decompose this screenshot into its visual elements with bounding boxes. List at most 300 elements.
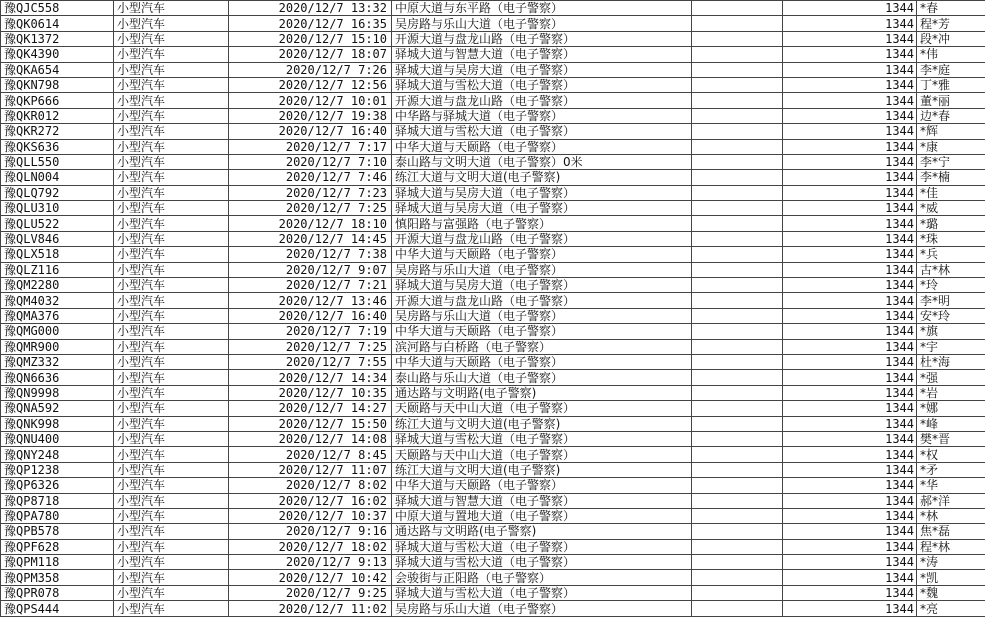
violation-time-cell: 2020/12/7 7:19 — [229, 324, 392, 339]
table-row — [1, 508, 985, 523]
violation-code-cell: 1344 — [783, 139, 917, 154]
empty-cell — [692, 201, 783, 216]
vehicle-type-cell: 小型汽车 — [114, 62, 229, 77]
plate-number-cell: 豫QKP666 — [1, 93, 114, 108]
vehicle-type-cell: 小型汽车 — [114, 370, 229, 385]
plate-number-cell: 豫QLQ792 — [1, 185, 114, 200]
plate-number-cell: 豫QK0614 — [1, 16, 114, 31]
empty-cell — [692, 247, 783, 262]
violation-code-cell: 1344 — [783, 508, 917, 523]
violation-location-cell: 中原大道与东平路（电子警察） — [392, 1, 692, 16]
vehicle-type-cell: 小型汽车 — [114, 247, 229, 262]
plate-number-cell: 豫QMR900 — [1, 339, 114, 354]
empty-cell — [692, 478, 783, 493]
plate-number-cell: 豫QKA654 — [1, 62, 114, 77]
owner-name-cell: 程*芳 — [917, 16, 985, 31]
vehicle-type-cell: 小型汽车 — [114, 462, 229, 477]
vehicle-type-cell: 小型汽车 — [114, 154, 229, 169]
violation-time-cell: 2020/12/7 7:26 — [229, 62, 392, 77]
violation-location-cell: 吴房路与乐山大道（电子警察） — [392, 16, 692, 31]
owner-name-cell: *亮 — [917, 601, 985, 617]
violation-time-cell: 2020/12/7 7:21 — [229, 278, 392, 293]
table-row — [1, 201, 985, 216]
violation-location-cell: 开源大道与盘龙山路（电子警察） — [392, 293, 692, 308]
vehicle-type-cell: 小型汽车 — [114, 47, 229, 62]
empty-cell — [692, 416, 783, 431]
empty-cell — [692, 185, 783, 200]
violation-location-cell: 驿城大道与吴房大道（电子警察） — [392, 201, 692, 216]
violation-location-cell: 驿城大道与雪松大道（电子警察） — [392, 539, 692, 554]
violation-location-cell: 中华大道与天颐路（电子警察） — [392, 324, 692, 339]
violation-location-cell: 练江大道与文明大道(电子警察) — [392, 416, 692, 431]
violation-location-cell: 中原大道与置地大道（电子警察） — [392, 508, 692, 523]
violation-time-cell: 2020/12/7 9:25 — [229, 585, 392, 600]
empty-cell — [692, 585, 783, 600]
plate-number-cell: 豫QP8718 — [1, 493, 114, 508]
plate-number-cell: 豫QMA376 — [1, 308, 114, 323]
plate-number-cell: 豫QPM358 — [1, 570, 114, 585]
table-row — [1, 354, 985, 369]
empty-cell — [692, 354, 783, 369]
empty-cell — [692, 555, 783, 570]
empty-cell — [692, 293, 783, 308]
vehicle-type-cell: 小型汽车 — [114, 431, 229, 446]
owner-name-cell: 安*玲 — [917, 308, 985, 323]
violation-time-cell: 2020/12/7 7:38 — [229, 247, 392, 262]
empty-cell — [692, 601, 783, 617]
violation-code-cell: 1344 — [783, 339, 917, 354]
violation-code-cell: 1344 — [783, 77, 917, 92]
owner-name-cell: *康 — [917, 139, 985, 154]
table-row — [1, 308, 985, 323]
violation-time-cell: 2020/12/7 11:02 — [229, 601, 392, 617]
empty-cell — [692, 124, 783, 139]
vehicle-type-cell: 小型汽车 — [114, 216, 229, 231]
violation-time-cell: 2020/12/7 8:02 — [229, 478, 392, 493]
table-row — [1, 139, 985, 154]
owner-name-cell: 郝*洋 — [917, 493, 985, 508]
violation-code-cell: 1344 — [783, 539, 917, 554]
owner-name-cell: *岩 — [917, 385, 985, 400]
table-row — [1, 339, 985, 354]
table-row — [1, 262, 985, 277]
empty-cell — [692, 324, 783, 339]
violation-time-cell: 2020/12/7 7:25 — [229, 339, 392, 354]
owner-name-cell: 李*明 — [917, 293, 985, 308]
table-row — [1, 493, 985, 508]
violation-location-cell: 开源大道与盘龙山路（电子警察） — [392, 31, 692, 46]
plate-number-cell: 豫QK4390 — [1, 47, 114, 62]
plate-number-cell: 豫QN6636 — [1, 370, 114, 385]
owner-name-cell: 段*冲 — [917, 31, 985, 46]
empty-cell — [692, 508, 783, 523]
empty-cell — [692, 539, 783, 554]
violation-time-cell: 2020/12/7 18:10 — [229, 216, 392, 231]
violation-code-cell: 1344 — [783, 216, 917, 231]
empty-cell — [692, 216, 783, 231]
plate-number-cell: 豫QP1238 — [1, 462, 114, 477]
violation-time-cell: 2020/12/7 16:02 — [229, 493, 392, 508]
violation-location-cell: 开源大道与盘龙山路（电子警察） — [392, 93, 692, 108]
violation-code-cell: 1344 — [783, 31, 917, 46]
plate-number-cell: 豫QPF628 — [1, 539, 114, 554]
empty-cell — [692, 1, 783, 16]
violation-location-cell: 驿城大道与吴房大道（电子警察） — [392, 278, 692, 293]
violation-code-cell: 1344 — [783, 431, 917, 446]
violation-location-cell: 驿城大道与雪松大道（电子警察） — [392, 431, 692, 446]
owner-name-cell: *璐 — [917, 216, 985, 231]
violation-time-cell: 2020/12/7 7:23 — [229, 185, 392, 200]
empty-cell — [692, 93, 783, 108]
empty-cell — [692, 370, 783, 385]
owner-name-cell: *玲 — [917, 278, 985, 293]
empty-cell — [692, 31, 783, 46]
plate-number-cell: 豫QNA592 — [1, 401, 114, 416]
table-row — [1, 185, 985, 200]
plate-number-cell: 豫QM2280 — [1, 278, 114, 293]
table-row — [1, 231, 985, 246]
plate-number-cell: 豫QN9998 — [1, 385, 114, 400]
vehicle-type-cell: 小型汽车 — [114, 77, 229, 92]
violation-location-cell: 驿城大道与智慧大道（电子警察） — [392, 493, 692, 508]
table-row — [1, 570, 985, 585]
vehicle-type-cell: 小型汽车 — [114, 139, 229, 154]
owner-name-cell: *威 — [917, 201, 985, 216]
violation-time-cell: 2020/12/7 9:07 — [229, 262, 392, 277]
vehicle-type-cell: 小型汽车 — [114, 231, 229, 246]
empty-cell — [692, 16, 783, 31]
violation-code-cell: 1344 — [783, 170, 917, 185]
owner-name-cell: 古*林 — [917, 262, 985, 277]
vehicle-type-cell: 小型汽车 — [114, 16, 229, 31]
violation-code-cell: 1344 — [783, 370, 917, 385]
violation-location-cell: 驿城大道与吴房大道（电子警察） — [392, 185, 692, 200]
plate-number-cell: 豫QLN004 — [1, 170, 114, 185]
empty-cell — [692, 385, 783, 400]
owner-name-cell: 焦*磊 — [917, 524, 985, 539]
plate-number-cell: 豫QM4032 — [1, 293, 114, 308]
violation-code-cell: 1344 — [783, 462, 917, 477]
violation-code-cell: 1344 — [783, 231, 917, 246]
table-row — [1, 431, 985, 446]
violation-code-cell: 1344 — [783, 124, 917, 139]
vehicle-type-cell: 小型汽车 — [114, 354, 229, 369]
violation-time-cell: 2020/12/7 10:37 — [229, 508, 392, 523]
owner-name-cell: 丁*雅 — [917, 77, 985, 92]
violation-location-cell: 驿城大道与智慧大道（电子警察） — [392, 47, 692, 62]
owner-name-cell: 樊*晋 — [917, 431, 985, 446]
plate-number-cell: 豫QNK998 — [1, 416, 114, 431]
violation-time-cell: 2020/12/7 11:07 — [229, 462, 392, 477]
violation-code-cell: 1344 — [783, 47, 917, 62]
violation-location-cell: 吴房路与乐山大道（电子警察） — [392, 262, 692, 277]
violation-time-cell: 2020/12/7 9:16 — [229, 524, 392, 539]
vehicle-type-cell: 小型汽车 — [114, 539, 229, 554]
violation-time-cell: 2020/12/7 19:38 — [229, 108, 392, 123]
violation-location-cell: 通达路与文明路(电子警察) — [392, 524, 692, 539]
table-row — [1, 124, 985, 139]
table-row — [1, 93, 985, 108]
vehicle-type-cell: 小型汽车 — [114, 293, 229, 308]
owner-name-cell: *华 — [917, 478, 985, 493]
plate-number-cell: 豫QK1372 — [1, 31, 114, 46]
violation-code-cell: 1344 — [783, 278, 917, 293]
empty-cell — [692, 154, 783, 169]
violation-time-cell: 2020/12/7 13:32 — [229, 1, 392, 16]
violation-location-cell: 练江大道与文明大道(电子警察) — [392, 170, 692, 185]
plate-number-cell: 豫QPS444 — [1, 601, 114, 617]
vehicle-type-cell: 小型汽车 — [114, 31, 229, 46]
violation-code-cell: 1344 — [783, 478, 917, 493]
plate-number-cell: 豫QNU400 — [1, 431, 114, 446]
table-body — [1, 1, 985, 617]
owner-name-cell: *娜 — [917, 401, 985, 416]
violation-location-cell: 天颐路与天中山大道（电子警察） — [392, 401, 692, 416]
violation-location-cell: 慎阳路与富强路（电子警察） — [392, 216, 692, 231]
owner-name-cell: *佳 — [917, 185, 985, 200]
violation-location-cell: 驿城大道与雪松大道（电子警察） — [392, 77, 692, 92]
empty-cell — [692, 339, 783, 354]
violation-code-cell: 1344 — [783, 185, 917, 200]
plate-number-cell: 豫QKR012 — [1, 108, 114, 123]
vehicle-type-cell: 小型汽车 — [114, 555, 229, 570]
violation-time-cell: 2020/12/7 7:46 — [229, 170, 392, 185]
table-row — [1, 385, 985, 400]
violation-time-cell: 2020/12/7 7:17 — [229, 139, 392, 154]
table-row — [1, 462, 985, 477]
vehicle-type-cell: 小型汽车 — [114, 324, 229, 339]
owner-name-cell: *辉 — [917, 124, 985, 139]
plate-number-cell: 豫QPB578 — [1, 524, 114, 539]
violation-location-cell: 练江大道与文明大道(电子警察) — [392, 462, 692, 477]
violation-code-cell: 1344 — [783, 570, 917, 585]
violation-code-cell: 1344 — [783, 247, 917, 262]
owner-name-cell: *兵 — [917, 247, 985, 262]
vehicle-type-cell: 小型汽车 — [114, 185, 229, 200]
owner-name-cell: 程*林 — [917, 539, 985, 554]
violation-code-cell: 1344 — [783, 324, 917, 339]
violation-time-cell: 2020/12/7 14:34 — [229, 370, 392, 385]
table-row — [1, 555, 985, 570]
violation-time-cell: 2020/12/7 9:13 — [229, 555, 392, 570]
violation-time-cell: 2020/12/7 18:07 — [229, 47, 392, 62]
table-row — [1, 16, 985, 31]
empty-cell — [692, 447, 783, 462]
owner-name-cell: 李*宁 — [917, 154, 985, 169]
vehicle-type-cell: 小型汽车 — [114, 601, 229, 617]
violation-code-cell: 1344 — [783, 601, 917, 617]
empty-cell — [692, 462, 783, 477]
table-row — [1, 447, 985, 462]
vehicle-type-cell: 小型汽车 — [114, 201, 229, 216]
empty-cell — [692, 62, 783, 77]
plate-number-cell: 豫QMG000 — [1, 324, 114, 339]
violation-code-cell: 1344 — [783, 447, 917, 462]
violation-time-cell: 2020/12/7 15:50 — [229, 416, 392, 431]
violation-location-cell: 泰山路与文明大道（电子警察）0米 — [392, 154, 692, 169]
owner-name-cell: *强 — [917, 370, 985, 385]
violation-time-cell: 2020/12/7 10:42 — [229, 570, 392, 585]
violation-location-cell: 驿城大道与吴房大道（电子警察） — [392, 62, 692, 77]
plate-number-cell: 豫QLL550 — [1, 154, 114, 169]
table-row — [1, 401, 985, 416]
vehicle-type-cell: 小型汽车 — [114, 1, 229, 16]
owner-name-cell: *伟 — [917, 47, 985, 62]
vehicle-type-cell: 小型汽车 — [114, 262, 229, 277]
plate-number-cell: 豫QLX518 — [1, 247, 114, 262]
vehicle-type-cell: 小型汽车 — [114, 524, 229, 539]
empty-cell — [692, 524, 783, 539]
violation-code-cell: 1344 — [783, 62, 917, 77]
empty-cell — [692, 570, 783, 585]
vehicle-type-cell: 小型汽车 — [114, 339, 229, 354]
violation-time-cell: 2020/12/7 14:08 — [229, 431, 392, 446]
empty-cell — [692, 170, 783, 185]
violation-code-cell: 1344 — [783, 555, 917, 570]
table-row — [1, 601, 985, 617]
vehicle-type-cell: 小型汽车 — [114, 124, 229, 139]
owner-name-cell: 边*春 — [917, 108, 985, 123]
owner-name-cell: 李*楠 — [917, 170, 985, 185]
owner-name-cell: 董*丽 — [917, 93, 985, 108]
empty-cell — [692, 278, 783, 293]
plate-number-cell: 豫QP6326 — [1, 478, 114, 493]
empty-cell — [692, 77, 783, 92]
violation-code-cell: 1344 — [783, 524, 917, 539]
violation-location-cell: 中华大道与天颐路（电子警察） — [392, 478, 692, 493]
table-row — [1, 31, 985, 46]
table-row — [1, 585, 985, 600]
violation-time-cell: 2020/12/7 15:10 — [229, 31, 392, 46]
empty-cell — [692, 47, 783, 62]
violation-time-cell: 2020/12/7 7:55 — [229, 354, 392, 369]
vehicle-type-cell: 小型汽车 — [114, 93, 229, 108]
violation-location-cell: 泰山路与乐山大道（电子警察） — [392, 370, 692, 385]
table-row — [1, 62, 985, 77]
table-row — [1, 47, 985, 62]
owner-name-cell: *旗 — [917, 324, 985, 339]
vehicle-type-cell: 小型汽车 — [114, 401, 229, 416]
owner-name-cell: *宇 — [917, 339, 985, 354]
violation-time-cell: 2020/12/7 12:56 — [229, 77, 392, 92]
violation-code-cell: 1344 — [783, 1, 917, 16]
empty-cell — [692, 139, 783, 154]
plate-number-cell: 豫QKR272 — [1, 124, 114, 139]
vehicle-type-cell: 小型汽车 — [114, 385, 229, 400]
violation-code-cell: 1344 — [783, 308, 917, 323]
violation-time-cell: 2020/12/7 10:35 — [229, 385, 392, 400]
empty-cell — [692, 262, 783, 277]
violation-location-cell: 吴房路与乐山大道（电子警察） — [392, 308, 692, 323]
violation-code-cell: 1344 — [783, 493, 917, 508]
violation-time-cell: 2020/12/7 16:40 — [229, 124, 392, 139]
empty-cell — [692, 108, 783, 123]
violation-code-cell: 1344 — [783, 385, 917, 400]
vehicle-type-cell: 小型汽车 — [114, 108, 229, 123]
violation-location-cell: 驿城大道与雪松大道（电子警察） — [392, 585, 692, 600]
plate-number-cell: 豫QKN798 — [1, 77, 114, 92]
violation-code-cell: 1344 — [783, 585, 917, 600]
plate-number-cell: 豫QLU522 — [1, 216, 114, 231]
owner-name-cell: 杜*海 — [917, 354, 985, 369]
table-row — [1, 478, 985, 493]
plate-number-cell: 豫QKS636 — [1, 139, 114, 154]
violation-code-cell: 1344 — [783, 93, 917, 108]
vehicle-type-cell: 小型汽车 — [114, 478, 229, 493]
table-row — [1, 77, 985, 92]
plate-number-cell: 豫QPA780 — [1, 508, 114, 523]
vehicle-type-cell: 小型汽车 — [114, 170, 229, 185]
vehicle-type-cell: 小型汽车 — [114, 278, 229, 293]
empty-cell — [692, 431, 783, 446]
plate-number-cell: 豫QMZ332 — [1, 354, 114, 369]
vehicle-type-cell: 小型汽车 — [114, 493, 229, 508]
violation-location-cell: 中华路与驿城大道（电子警察） — [392, 108, 692, 123]
violation-location-cell: 驿城大道与雪松大道（电子警察） — [392, 124, 692, 139]
violation-location-cell: 会骏街与正阳路（电子警察） — [392, 570, 692, 585]
violation-time-cell: 2020/12/7 7:10 — [229, 154, 392, 169]
table-row — [1, 524, 985, 539]
table-row — [1, 216, 985, 231]
table-row — [1, 1, 985, 16]
table-row — [1, 247, 985, 262]
owner-name-cell: *春 — [917, 1, 985, 16]
violation-location-cell: 中华大道与天颐路（电子警察） — [392, 139, 692, 154]
violation-time-cell: 2020/12/7 14:45 — [229, 231, 392, 246]
empty-cell — [692, 231, 783, 246]
violation-location-cell: 天颐路与天中山大道（电子警察） — [392, 447, 692, 462]
plate-number-cell: 豫QLU310 — [1, 201, 114, 216]
violation-time-cell: 2020/12/7 16:35 — [229, 16, 392, 31]
violation-time-cell: 2020/12/7 7:25 — [229, 201, 392, 216]
table-row — [1, 278, 985, 293]
empty-cell — [692, 493, 783, 508]
plate-number-cell: 豫QNY248 — [1, 447, 114, 462]
table-row — [1, 539, 985, 554]
empty-cell — [692, 308, 783, 323]
violation-location-cell: 驿城大道与雪松大道（电子警察） — [392, 555, 692, 570]
violation-code-cell: 1344 — [783, 108, 917, 123]
owner-name-cell: *林 — [917, 508, 985, 523]
violation-time-cell: 2020/12/7 13:46 — [229, 293, 392, 308]
violation-code-cell: 1344 — [783, 262, 917, 277]
table-row — [1, 108, 985, 123]
vehicle-type-cell: 小型汽车 — [114, 447, 229, 462]
violation-location-cell: 通达路与文明路(电子警察) — [392, 385, 692, 400]
violation-time-cell: 2020/12/7 18:02 — [229, 539, 392, 554]
violation-location-cell: 滨河路与白桥路（电子警察） — [392, 339, 692, 354]
violation-code-cell: 1344 — [783, 401, 917, 416]
violation-time-cell: 2020/12/7 14:27 — [229, 401, 392, 416]
violation-location-cell: 中华大道与天颐路（电子警察） — [392, 247, 692, 262]
plate-number-cell: 豫QLZ116 — [1, 262, 114, 277]
violation-location-cell: 吴房路与乐山大道（电子警察） — [392, 601, 692, 617]
table-row — [1, 324, 985, 339]
owner-name-cell: *珠 — [917, 231, 985, 246]
table-row — [1, 170, 985, 185]
owner-name-cell: *峰 — [917, 416, 985, 431]
violation-time-cell: 2020/12/7 10:01 — [229, 93, 392, 108]
table-row — [1, 416, 985, 431]
violation-code-cell: 1344 — [783, 16, 917, 31]
vehicle-type-cell: 小型汽车 — [114, 308, 229, 323]
plate-number-cell: 豫QLV846 — [1, 231, 114, 246]
violation-code-cell: 1344 — [783, 201, 917, 216]
vehicle-type-cell: 小型汽车 — [114, 416, 229, 431]
owner-name-cell: 李*庭 — [917, 62, 985, 77]
table-row — [1, 370, 985, 385]
owner-name-cell: *凯 — [917, 570, 985, 585]
